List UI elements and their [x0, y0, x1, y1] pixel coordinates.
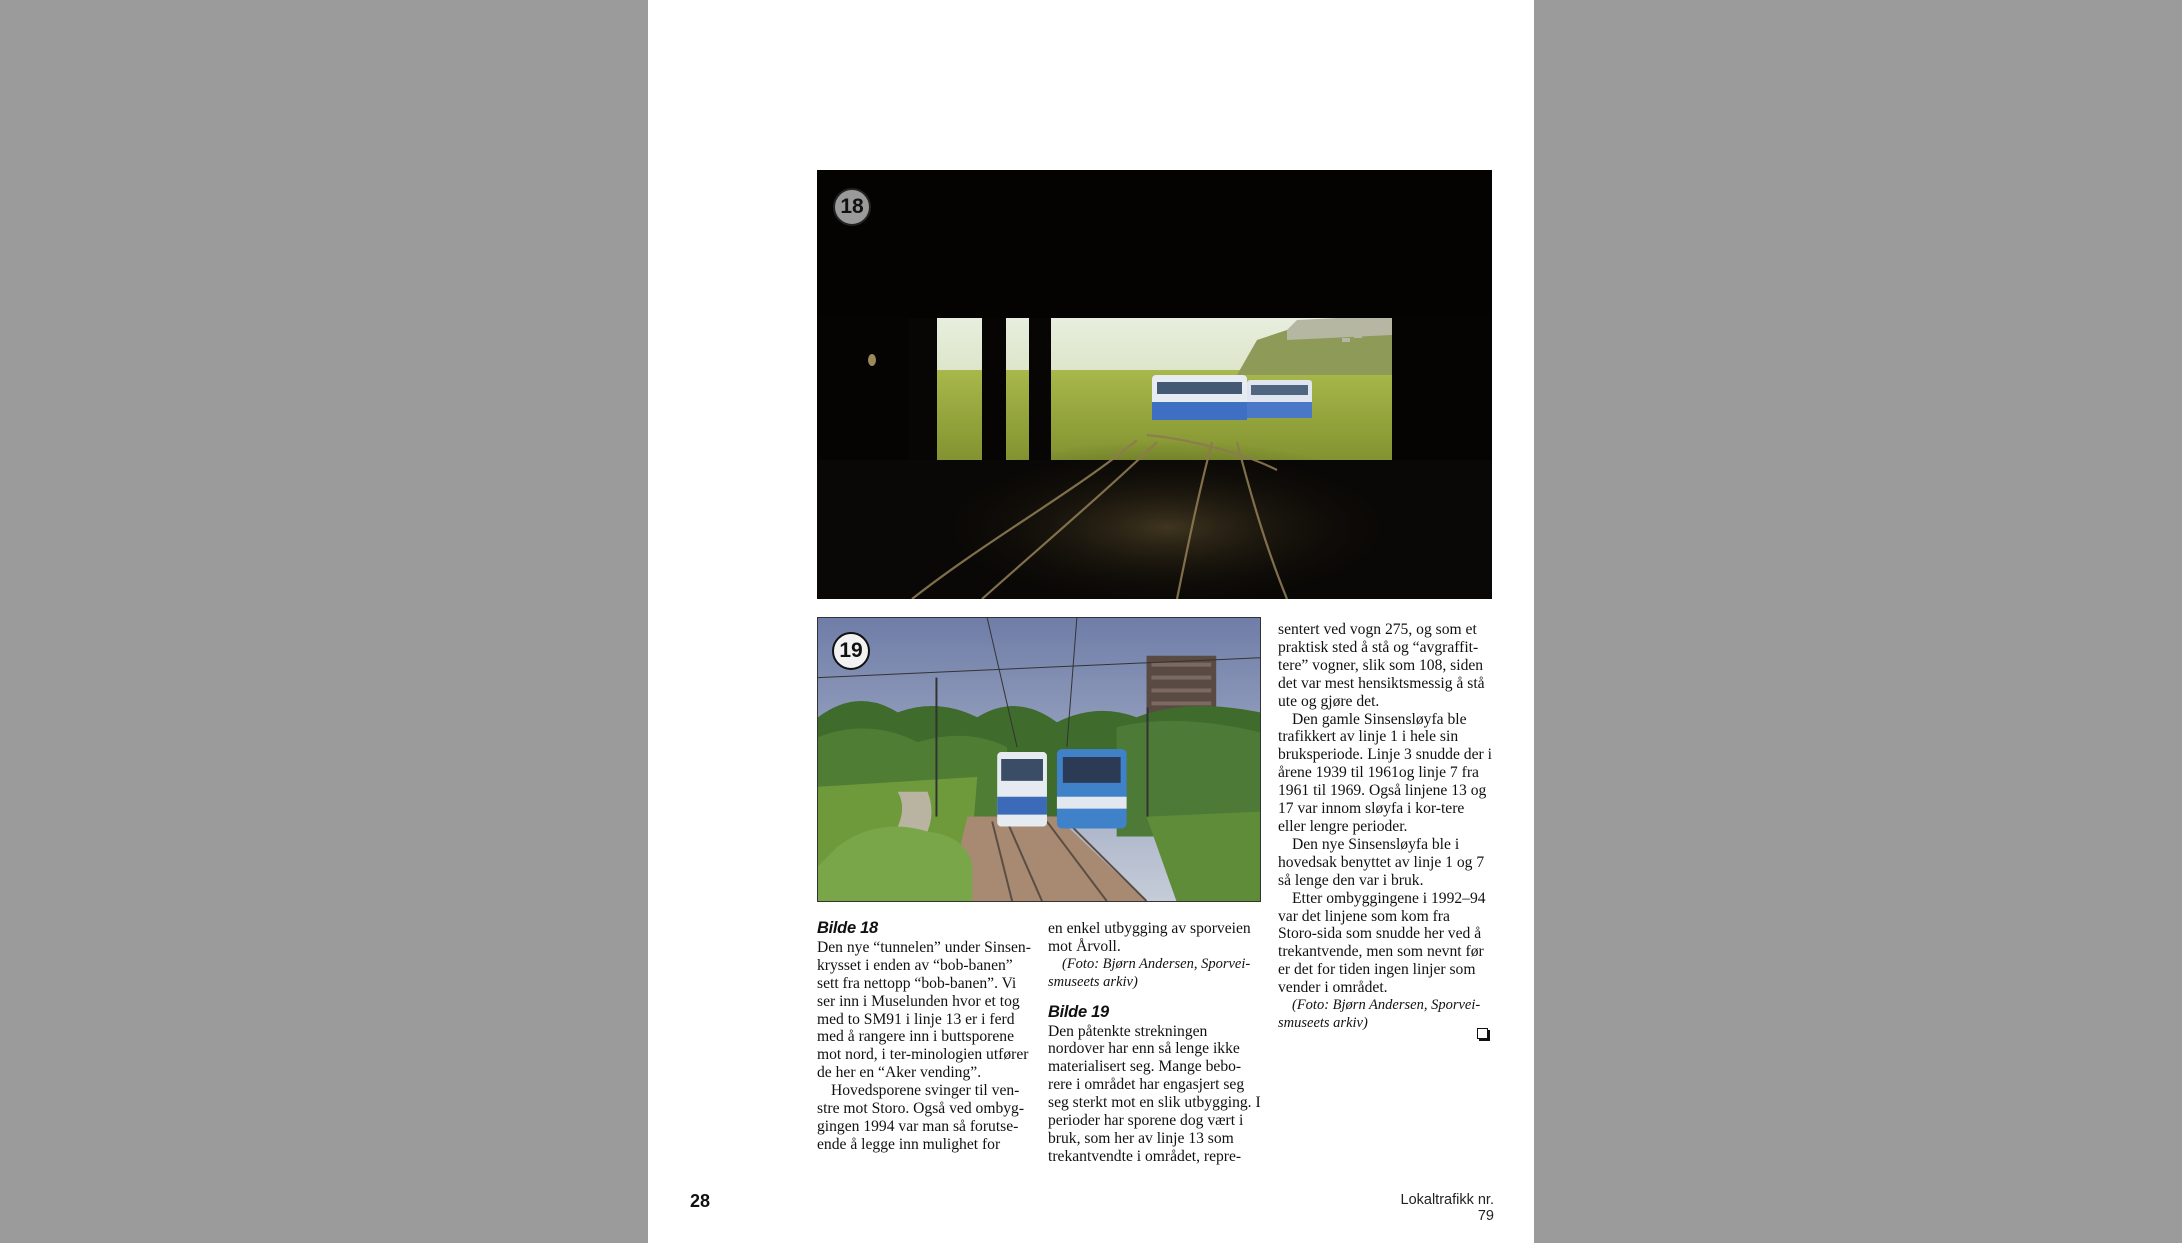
- body-paragraph-4: Etter ombyggingene i 1992–94 var det linjene som kom fra Storo-sida som snudde her ved å trekantvende, men som nevnt før er det for tiden ingen linjer som vender i området.: [1278, 889, 1486, 997]
- text-column-2: [1048, 920, 1262, 1166]
- photo-credit-19: (Foto: Bjørn Andersen, Sporvei-smuseets arkiv): [1278, 997, 1481, 1031]
- caption-heading-18: Bilde 18: [817, 919, 878, 937]
- photo-credit-18: (Foto: Bjørn Andersen, Sporvei-smuseets arkiv): [1048, 955, 1251, 990]
- body-paragraph-3: Den nye Sinsensløyfa ble i hovedsak benyttet av linje 1 og 7 så lenge den var i bruk.: [1278, 835, 1485, 889]
- tunnel-photo-image: [817, 170, 1492, 599]
- photo-18-tunnel: [817, 170, 1492, 599]
- photo-number-badge: 18: [833, 188, 871, 226]
- trams-photo-image: [818, 618, 1260, 901]
- text-column-3: [1278, 621, 1492, 1033]
- caption-18-paragraph-2: Hovedsporene svinger til ven-stre mot Storo. Også ved ombyg-gingen 1994 var man så forutse-ende å legge inn mulighet for: [817, 1082, 1025, 1153]
- caption-18-paragraph-3: en enkel utbygging av sporveien mot Årvoll.: [1048, 920, 1251, 955]
- photo-19-trams: [817, 617, 1261, 902]
- caption-18-paragraph-1: Den nye “tunnelen” under Sinsen-krysset i enden av “bob-banen” sett fra nettopp “bob-banen”. Vi ser inn i Muselunden hvor et tog med to SM91 i linje 13 er i ferd med å rangere inn i buttsporene mot nord, i ter-minologien utfører de her en “Aker vending”.: [817, 938, 1031, 1082]
- photo-number-badge: 19: [832, 632, 870, 670]
- end-of-article-icon: [1477, 1028, 1488, 1039]
- body-paragraph-1: sentert ved vogn 275, og som et praktisk sted å stå og “avgraffit-tere” vogner, slik som 108, siden det var mest hensiktsmessig å stå ute og gjøre det.: [1278, 621, 1485, 710]
- magazine-issue: Lokaltrafikk nr. 79: [1400, 1192, 1494, 1224]
- page-number: 28: [690, 1191, 711, 1211]
- text-column-1: [817, 920, 1031, 1154]
- caption-heading-19: Bilde 19: [1048, 1002, 1109, 1021]
- document-page: [648, 0, 1534, 1243]
- caption-19-paragraph-1: Den påtenkte strekningen nordover har enn så lenge ikke materialisert seg. Mange bebo-rere i området har engasjert seg seg sterkt mot en slik utbygging. I perioder har sporene dog vært i bruk, som her av linje 13 som trekantvendte i området, repre-: [1048, 1022, 1261, 1165]
- body-paragraph-2: Den gamle Sinsensløyfa ble trafikkert av linje 1 i hele sin bruksperiode. Linje 3 snudde der i årene 1939 til 1961og linje 7 fra 1961 til 1969. Også linjene 13 og 17 var innom sløyfa i kor-tere eller lengre perioder.: [1278, 710, 1492, 835]
